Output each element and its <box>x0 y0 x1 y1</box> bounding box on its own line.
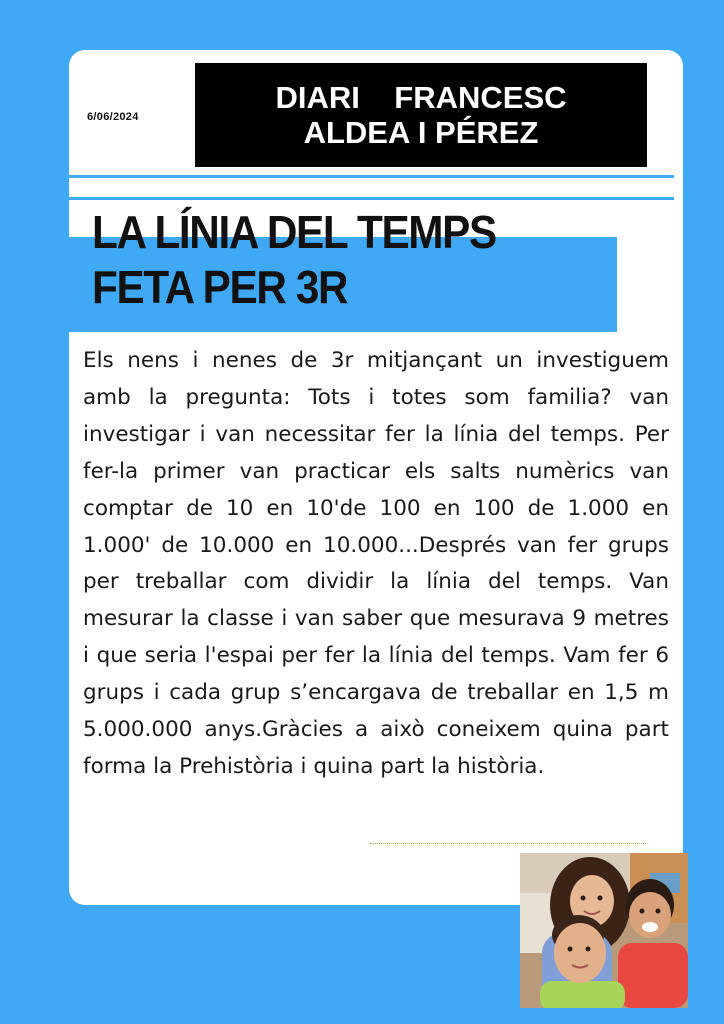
article-headline <box>92 205 496 315</box>
children-photo-illustration <box>520 853 688 1008</box>
header-divider-bottom <box>69 197 674 200</box>
masthead-line-2: ALDEA I PÉREZ <box>303 115 539 150</box>
newspaper-masthead <box>195 63 647 167</box>
text-end-divider <box>370 843 646 844</box>
masthead-line-1: DIARI FRANCESC <box>275 80 567 115</box>
article-body: Els nens i nenes de 3r mitjançant un investiguem amb la pregunta: Tots i totes som familia? van investigar i van necessitar fer la línia del temps. Per fer-la primer van practicar els salts numèrics van comptar de 10 en 10'de 100 en 100 de 1.000 en 1.000' de 10.000 en 10.000...Després van fer grups per treballar com dividir la línia del temps. Van mesurar la classe i van saber que mesurava 9 metres i que seria l'espai per fer la línia del temps. Vam fer 6 grups i cada grup s’encargava de treballar en 1,5 m 5.000.000 anys.Gràcies a això coneixem quina part forma la Prehistòria i quina part la història. <box>83 348 669 779</box>
header-divider-top <box>69 175 674 178</box>
publication-date: 6/06/2024 <box>87 111 139 123</box>
headline-line-1: LA LÍNIA DEL TEMPS <box>92 206 496 258</box>
children-photo <box>520 853 688 1008</box>
headline-line-2: FETA PER 3R <box>92 261 348 313</box>
